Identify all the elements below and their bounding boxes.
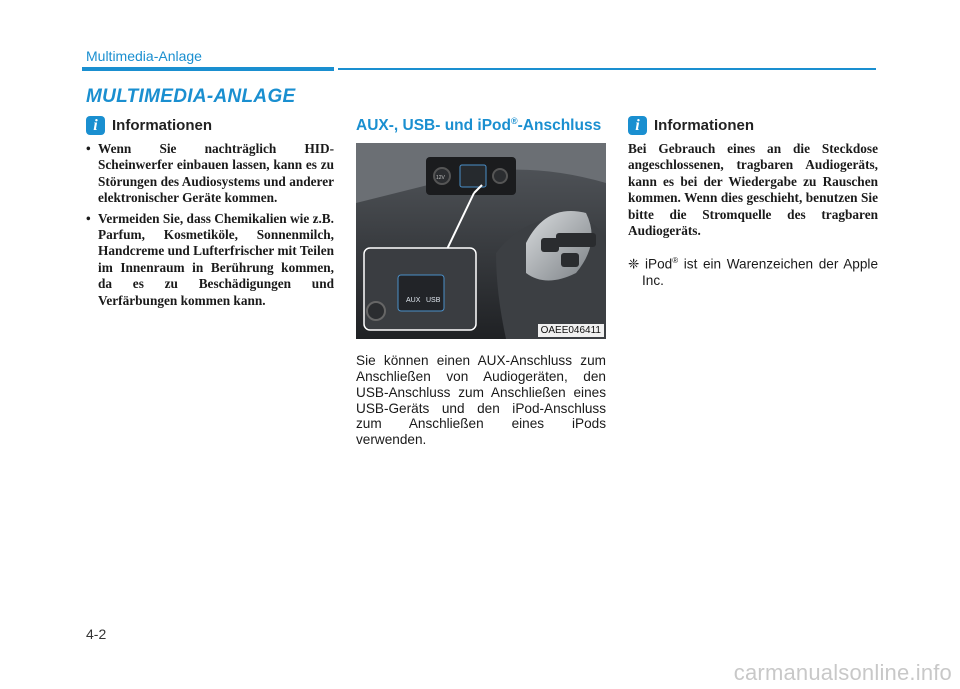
volt-label: 12V (436, 175, 445, 182)
bullet-icon: • (86, 141, 91, 156)
info-heading-right (628, 116, 878, 135)
left-column (86, 116, 334, 313)
page-title: MULTIMEDIA-ANLAGE (86, 86, 296, 107)
header-rule-thin (338, 68, 876, 70)
info-bullet-list (86, 141, 334, 309)
console-photo (356, 143, 606, 339)
info-paragraph: Bei Gebrauch eines an die Steckdose angeschlossenen, tragbaren Audiogeräts, kann es bei der Wiedergabe zu Rauschen kommen. Wenn dies geschieht, benutzen Sie bitte die Stromquelle des tragbaren Audiogeräts. (628, 141, 878, 239)
info-icon: i (628, 116, 647, 135)
right-column (628, 116, 878, 302)
middle-column (356, 112, 606, 462)
body-paragraph: Sie können einen AUX-Anschluss zum Anschließen von Audiogeräten, den USB-Anschluss zum Anschließen eines USB-Geräts und den iPod-Anschluss zum Anschließen eines iPods verwenden. (356, 353, 606, 448)
info-title-right: Informationen (654, 117, 754, 134)
info-title-left: Informationen (112, 117, 212, 134)
list-item: • Wenn Sie nachträglich HID-Scheinwerfer einbauen lassen, kann es zu Störungen des Audiosystems und anderer elektronischer Geräte kommen. (86, 141, 334, 206)
photo-caption: OAEE046411 (538, 324, 604, 337)
bullet-icon: • (86, 210, 91, 226)
section-title: AUX-, USB- und iPod®-Anschluss (356, 116, 602, 135)
watermark: carmanualsonline.info (733, 660, 952, 685)
trademark-note: ❈ iPod® ist ein Warenzeichen der Apple Inc. (628, 256, 879, 288)
usb-label: USB (426, 297, 441, 305)
list-item: • Vermeiden Sie, dass Chemikalien wie z.B. Parfum, Kosmetiköle, Sonnenmilch, Handcreme und Lufterfrischer mit Teilen im Innenraum in Berührung kommen, da es zu Beschädigungen und Verfärbungen kommen kann. (86, 210, 334, 308)
aux-label: AUX (406, 297, 421, 305)
section-header-label: Multimedia-Anlage (86, 48, 202, 64)
page-number: 4-2 (86, 626, 107, 642)
header-rule-thick (82, 67, 334, 71)
info-icon: i (86, 116, 105, 135)
console-illustration (356, 143, 606, 339)
note-symbol-icon: ❈ (628, 256, 640, 272)
info-heading-left (86, 116, 334, 135)
